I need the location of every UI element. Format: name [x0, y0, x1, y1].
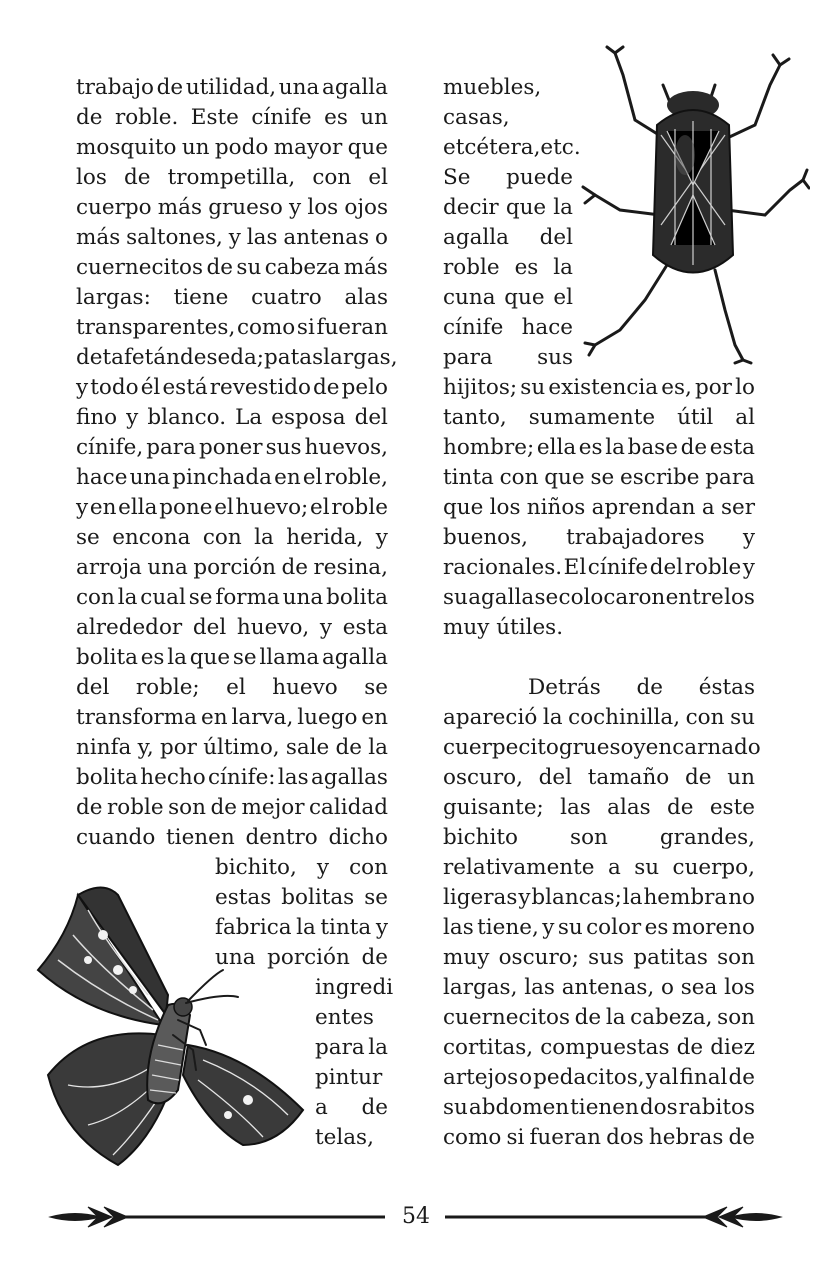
left_column-line: y todo él está revestido de pelo [76, 375, 388, 400]
left_column-line: telas, [315, 1125, 374, 1150]
left_column-line: ingredi [315, 975, 394, 1000]
right_column-line: buenos, trabajadores y [443, 525, 755, 550]
left_column-line: a de [315, 1095, 388, 1120]
right_column-line: relativamente a su cuerpo, [443, 855, 755, 880]
right_column-line: apareció la cochinilla, con su [443, 705, 755, 730]
right_column-line: las tiene, y su color es moreno [443, 915, 755, 940]
right_column-line: oscuro, del tamaño de un [443, 765, 755, 790]
left_column-line: bolita hecho cínife: las agallas [76, 765, 388, 790]
left_column-line: de roble son de mejor calidad [76, 795, 388, 820]
right_column-line: ligeras y blancas; la hembra no [443, 885, 755, 910]
left_column-line: transparentes, como si fueran [76, 315, 388, 340]
right_column-line: que los niños aprendan a ser [443, 495, 755, 520]
right_column-line: cuernecitos de la cabeza, son [443, 1005, 755, 1030]
left_column-line: bichito, y con [215, 855, 388, 880]
left_column-line: se encona con la herida, y [76, 525, 388, 550]
left_column-line: cuernecitos de su cabeza más [76, 255, 388, 280]
left_column-line: entes [315, 1005, 374, 1030]
right_column-line: etcétera, etc. [443, 135, 581, 160]
left_column-line: arroja una porción de resina, [76, 555, 388, 580]
right_column-line: muy oscuro; sus patitas son [443, 945, 755, 970]
left_column-line: estas bolitas se [215, 885, 388, 910]
right_column-line: agalla del [443, 225, 573, 250]
left_column-line: más saltones, y las antenas o [76, 225, 388, 250]
right_column-line: tinta con que se escribe para [443, 465, 755, 490]
right_column-line: cortitas, compuestas de diez [443, 1035, 755, 1060]
left_column-line: de roble. Este cínife es un [76, 105, 388, 130]
left_column-line: con la cual se forma una bolita [76, 585, 388, 610]
right_column-line: artejos o pedacitos, y al final de [443, 1065, 755, 1090]
right_column-line: cuna que el [443, 285, 573, 310]
left_column-line: del roble; el huevo se [76, 675, 388, 700]
left_column-line: cuerpo más grueso y los ojos [76, 195, 388, 220]
right_column-line: guisante; las alas de este [443, 795, 755, 820]
right_column-line: cuerpecito grueso y encarnado [443, 735, 761, 760]
right_column-line: hijitos; su existencia es, por lo [443, 375, 755, 400]
left_column-line: transforma en larva, luego en [76, 705, 388, 730]
left_column-line: fino y blanco. La esposa del [76, 405, 388, 430]
left_column-line: alrededor del huevo, y esta [76, 615, 388, 640]
left_column-line: una porción de [215, 945, 388, 970]
left_column-line: pintur [315, 1065, 383, 1090]
left_column-line: de tafetán de seda; patas largas, [76, 345, 398, 370]
left_column-line: trabajo de utilidad, una agalla [76, 75, 388, 100]
right_column-line: bichito son grandes, [443, 825, 755, 850]
page-number: 54 [402, 1204, 430, 1229]
right_column-line: como si fueran dos hebras de [443, 1125, 755, 1150]
left_column-line: bolita es la que se llama agalla [76, 645, 388, 670]
left_column-line: cínife, para poner sus huevos, [76, 435, 388, 460]
left_column-line: cuando tienen dentro dicho [76, 825, 388, 850]
right_column-line: su abdomen tienen dos rabitos [443, 1095, 755, 1120]
right_column-line: para sus [443, 345, 573, 370]
right_column-line: decir que la [443, 195, 573, 220]
right_column-line: racionales. El cínife del roble y [443, 555, 755, 580]
right_column-line: Se puede [443, 165, 573, 190]
right_column-line: hombre; ella es la base de esta [443, 435, 755, 460]
moth-illustration [18, 875, 313, 1175]
left_column-line: hace una pinchada en el roble, [76, 465, 388, 490]
right_column-line: tanto, sumamente útil al [443, 405, 755, 430]
left_column-line: ninfa y, por último, sale de la [76, 735, 388, 760]
left_column-line: los de trompetilla, con el [76, 165, 388, 190]
left_column-line: mosquito un podo mayor que [76, 135, 388, 160]
right_column-line: muy útiles. [443, 615, 564, 640]
right_column-line: cínife hace [443, 315, 573, 340]
right_column-line: su agalla se colocaron entre los [443, 585, 755, 610]
left_column-line: largas: tiene cuatro alas [76, 285, 388, 310]
right_column-line: largas, las antenas, o sea los [443, 975, 755, 1000]
right_column-line: Detrás de éstas [528, 675, 755, 700]
beetle-illustration [575, 45, 810, 365]
right_column-line: muebles, [443, 75, 542, 100]
left_column-line: fabrica la tinta y [215, 915, 388, 940]
right_column-line: casas, [443, 105, 510, 130]
right_column-line: roble es la [443, 255, 573, 280]
left_column-line: para la [315, 1035, 388, 1060]
left_column-line: y en ella pone el huevo; el roble [76, 495, 388, 520]
